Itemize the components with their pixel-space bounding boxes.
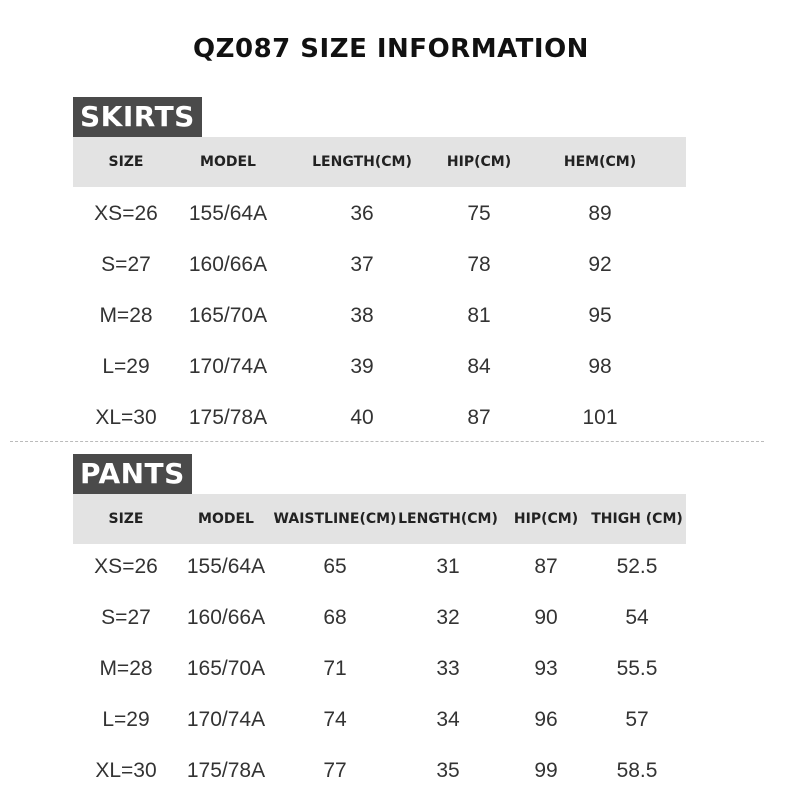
skirts-header-cell: MODEL xyxy=(200,154,256,170)
skirts-table-cell: 155/64A xyxy=(188,202,268,225)
pants-table-cell: 87 xyxy=(534,555,558,578)
pants-table-cell: 35 xyxy=(436,759,460,782)
skirts-header-cell: HIP(CM) xyxy=(446,154,512,170)
skirts-table-cell: 84 xyxy=(467,355,491,378)
pants-table-cell: M=28 xyxy=(99,657,153,680)
pants-table-cell: S=27 xyxy=(101,606,151,629)
pants-table-cell: 65 xyxy=(323,555,347,578)
skirts-table-cell: 92 xyxy=(588,253,612,276)
pants-table-cell: 99 xyxy=(534,759,558,782)
pants-table-cell: 33 xyxy=(436,657,460,680)
pants-table-cell: 31 xyxy=(436,555,460,578)
pants-table-cell: 74 xyxy=(323,708,347,731)
pants-table-cell: 55.5 xyxy=(616,657,658,680)
skirts-table-cell: 81 xyxy=(467,304,491,327)
pants-table-cell: 160/66A xyxy=(186,606,266,629)
skirts-table-cell: 165/70A xyxy=(188,304,268,327)
skirts-table-cell: 40 xyxy=(350,406,374,429)
pants-table-cell: 58.5 xyxy=(616,759,658,782)
section-divider xyxy=(10,441,764,442)
skirts-table-cell: 37 xyxy=(350,253,374,276)
pants-section-label: PANTS xyxy=(73,454,192,494)
skirts-table-cell: 38 xyxy=(350,304,374,327)
skirts-table-cell: M=28 xyxy=(99,304,153,327)
skirts-table-cell: 39 xyxy=(350,355,374,378)
pants-table-cell: 93 xyxy=(534,657,558,680)
skirts-table-cell: 170/74A xyxy=(188,355,268,378)
pants-table-cell: XS=26 xyxy=(94,555,158,578)
skirts-table-cell: XL=30 xyxy=(95,406,157,429)
pants-table-cell: 52.5 xyxy=(616,555,658,578)
skirts-table-cell: 175/78A xyxy=(188,406,268,429)
skirts-header-cell: LENGTH(CM) xyxy=(312,154,412,170)
skirts-table-cell: 101 xyxy=(582,406,618,429)
pants-table-cell: 34 xyxy=(436,708,460,731)
pants-table-cell: 90 xyxy=(534,606,558,629)
pants-table-cell: 96 xyxy=(534,708,558,731)
skirts-header-cell: SIZE xyxy=(108,154,144,170)
skirts-header-cell: HEM(CM) xyxy=(563,154,637,170)
pants-table-cell: 54 xyxy=(625,606,649,629)
pants-header-cell: LENGTH(CM) xyxy=(398,511,498,527)
pants-header-cell: WAISTLINE(CM) xyxy=(273,511,397,527)
pants-header-cell: SIZE xyxy=(108,511,144,527)
pants-header-cell: MODEL xyxy=(198,511,254,527)
skirts-table-cell: 78 xyxy=(467,253,491,276)
pants-table-cell: 32 xyxy=(436,606,460,629)
pants-table-cell: L=29 xyxy=(102,708,150,731)
pants-table-cell: 71 xyxy=(323,657,347,680)
pants-table-cell: 165/70A xyxy=(186,657,266,680)
skirts-table-cell: 87 xyxy=(467,406,491,429)
skirts-table-cell: 36 xyxy=(350,202,374,225)
skirts-table-cell: XS=26 xyxy=(94,202,158,225)
skirts-table-cell: L=29 xyxy=(102,355,150,378)
skirts-section-label: SKIRTS xyxy=(73,97,202,137)
skirts-table-cell: 89 xyxy=(588,202,612,225)
pants-header-cell: THIGH (CM) xyxy=(591,511,683,527)
pants-table-cell: 57 xyxy=(625,708,649,731)
skirts-table-cell: 98 xyxy=(588,355,612,378)
pants-table-cell: 170/74A xyxy=(186,708,266,731)
skirts-table-cell: 75 xyxy=(467,202,491,225)
pants-table-cell: XL=30 xyxy=(95,759,157,782)
pants-table-cell: 175/78A xyxy=(186,759,266,782)
pants-table-cell: 155/64A xyxy=(186,555,266,578)
pants-table-cell: 68 xyxy=(323,606,347,629)
page-title: QZ087 SIZE INFORMATION xyxy=(193,34,589,64)
skirts-table-cell: 160/66A xyxy=(188,253,268,276)
pants-header-cell: HIP(CM) xyxy=(513,511,579,527)
skirts-table-cell: S=27 xyxy=(101,253,151,276)
skirts-table-cell: 95 xyxy=(588,304,612,327)
pants-table-cell: 77 xyxy=(323,759,347,782)
